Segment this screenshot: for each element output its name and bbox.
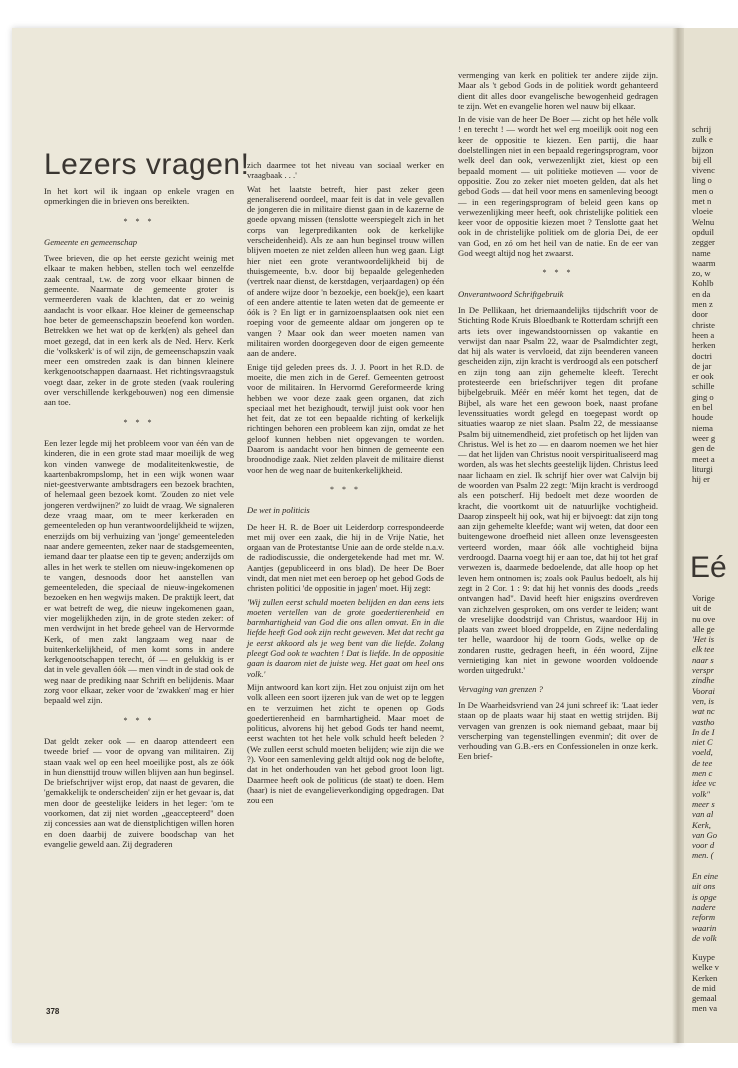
- fragment-line: vastho: [692, 716, 715, 727]
- fragment-line: herken: [692, 340, 716, 351]
- paragraph: Twee brieven, die op het eerste gezicht weinig met elkaar te maken hebben, stellen toch wel eenzelfde zaak centraal, t.w. de zorg voor elkaar binnen de gemeente. Naarmate de gemeente groter is vermeerderen vaak de klachten, dat er zo weinig aandacht is voor elkaar. Hoe kleiner de gemeenschap hoe beter de gemeenschapszin beoefend kon worden. Betrekken we het wat op de kerk(en) als geheel dan moet gezegd, dat in een kerk als de Ned. Herv. Kerk die 'volkskerk' is of wil zijn, de gemeenschapszin vaak meer een omstreden zaak is dan binnen kleinere kerkgenootschappen daarnaast. Het richtingsvraagstuk voegt daar, zeker in de grote steden (vaak roulering over verschillende kerkgebouwen) nog een dimensie aan toe.: [44, 253, 234, 408]
- magazine-page-right: [684, 28, 738, 1043]
- fragment-line: vivenc: [692, 165, 715, 176]
- fragment-line: door: [692, 309, 708, 320]
- fragment-line: meer s: [692, 798, 715, 809]
- fragment-line: met n: [692, 196, 712, 207]
- fragment-line: niet C: [692, 737, 713, 748]
- fragment-line: ging o: [692, 391, 714, 402]
- fragment-line: gemaal: [692, 993, 717, 1004]
- fragment-line: elk tee: [692, 644, 715, 655]
- fragment-line: verspr: [692, 665, 714, 676]
- column-1: [44, 186, 234, 852]
- fragment-line: Kohlb: [692, 278, 714, 289]
- fragment-line: zulk e: [692, 134, 713, 145]
- fragment-line: [692, 861, 738, 871]
- section-divider: * * *: [542, 268, 574, 278]
- paragraph: In De Waarheidsvriend van 24 juni schreef ik: 'Laat ieder staan op de plaats waar hij staat en wettig strijden. Bij vervagen van grenzen is ook niemand gebaat, maar bij verscherping van tegenstellingen evenmin'; dit over de verhouding van G.B.-ers en Confessionelen in onze kerk. Een brief-: [458, 699, 658, 762]
- fragment-line: welke v: [692, 962, 719, 973]
- paragraph: Enige tijd geleden prees ds. J. J. Poort in het R.D. de moeite, die men zich in de Geref. Gemeenten getroost voor de militairen. In Hervormd Gereformeerde kring hebben we voor deze zaak geen organen, dat zich speciaal met het bezighoudt, terwijl juist ook voor hen het feit, dat ze tot een bepaalde richting of kerkelijk richtingen behoren een probleem kan zijn, omdat ze het geloof kunnen hebben niet opgevangen te worden. Daarom is aandacht voor hen binnen de gemeente een broodnodige zaak. Niet zelden plaveit de militaire dienst voor hen de weg naar de buitenkerkelijkheid.: [247, 361, 444, 475]
- fragment-line: voor d: [692, 840, 715, 851]
- intro-paragraph: In het kort wil ik ingaan op enkele vragen en opmerkingen die in brieven ons bereikten.: [44, 186, 234, 207]
- fragment-line: zegger: [692, 237, 715, 248]
- section-heading: Onverantwoord Schriftgebruik: [458, 288, 564, 299]
- paragraph: Wat het laatste betreft, hier past zeker geen generaliserend oordeel, maar feit is dat in vele gevallen de jongeren die in militaire dienst gaan in de kazerne de goede opvang missen (tenslotte weerspiegelt zich in het corps van legerpredikanten ook de kerkelijke verscheidenheid). Als ze aan hun beginsel trouw willen blijven moeten ze niet zelden alleen hun weg gaan. Ligt hier niet een grote verantwoordelijkheid bij de thuisgemeente, b.v. door bij bepaalde gelegenheden (vertrek naar dienst, de kerstdagen, verjaardagen) op één of andere wijze door 'n bezoekje, een boek(je), een kaart of een andere attentie te laten weten dat de gemeente er óók is ? En ligt er in garnizoensplaatsen ook niet een roeping voor de gemeente aldaar om jongeren op te vangen ? Maar ook dan weer moeten namen van militairen worden doorgegeven door de eigen gemeente aan de andere.: [247, 183, 444, 359]
- paragraph: Mijn antwoord kan kort zijn. Het zou onjuist zijn om het volk alleen een soort ijzeren juk van de wet op te leggen en te verzuimen het zicht te openen op Gods goedertierenheid en barmhartigheid. Maar moet de politicus, alvorens hij het gebod Gods ter hand neemt, eerst wachten tot het hele volk schuld heeft beleden ? (We zullen eerst schuld moeten belijden; wie zijn die we ?). Voor een samenleving geldt altijd ook nog de belofte, dat in het onderhouden van het gebod groot loon ligt. Daarmee heeft ook de politicus (de staat) te doen. Hem (haar) is niet de evangelieverkondiging opgedragen. Dat zou een: [247, 681, 444, 806]
- paragraph: De heer H. R. de Boer uit Leiderdorp correspondeerde met mij over een zaak, die hij in de Vrije Natie, het orgaan van de Protestantse Unie aan de orde stelde n.a.v. de radiodiscussie, die ondergetekende had met mr. W. Aantjes (gepubliceerd in ons blad). De heer De Boer vindt, dat men niet met een beroep op het gebod Gods de christen politici 'de oppositie in jagen' moet. Hij zegt:: [247, 521, 444, 594]
- section-heading: De wet in politicis: [247, 505, 310, 516]
- fragment-line: is opge: [692, 891, 717, 902]
- fragment-line: volk": [692, 788, 710, 799]
- page-title: Lezers vragen!: [44, 148, 250, 181]
- fragment-line: nadere: [692, 901, 716, 912]
- fragment-line: de mid: [692, 982, 716, 993]
- fragment-line: de volk: [692, 932, 717, 943]
- section-heading: Vervaging van grenzen ?: [458, 683, 543, 694]
- paragraph: In De Pellikaan, het driemaandelijks tijdschrift voor de Stichting Rode Kruis Bloedbank te Rotterdam schrijft een arts iets over ingewandstoornissen op vakantie en verwijst dan naar Psalm 22, waar de Psalmdichter zegt, dat hij als water is vervloeid, dat zijn beenderen vaneen gescheiden zijn, zijn kracht is verdroogd als een potscherf en zijn tong aan zijn gehemelte kleeft. Terecht protesteerde een briefschrijver tegen dit profane bijbelgebruik. Méér en méér komt het tegen, dat de Bijbel, als ware het een gewoon boek, naast profane levenssituaties wordt gelegd en toegepast wordt op situaties waarop ze niet slaan. Psalm 22, de messiaanse Psalm bij uitnemendheid, ziet profetisch op het lijden van Christus. Wel is het zo — en daarom noemen we het hier — dat het lijden van Christus nooit verspiritualiseerd mag worden, als was het slechts geestelijk lijden. Christus leed naar lichaam en ziel. Ik schrijf hier over wat Calvijn bij de woorden van Psalm 22 zegt: 'Mijn kracht is verdroogd als een potscherf. Hij bedoelt met deze woorden de kracht, die voortkomt uit de natuurlijke vochtigheid. Daarop zinspeelt hij ook, wat hij er bijvoegt: dat zijn tong aan zijn gehemelte kleefde; want wij weten, dat door een buitengewone droefheid niet alleen onze levensgeesten verteerd worden, maar óók alle vochtigheid bijna verdroogd. Daarna voegt hij er aan toe, dat hij tot het graf verwezen is, daarmede bedoelende, dat alle hoop op het leven hem ontnomen is; zoals ook Paulus bedoelt, als hij zegt in 2 Cor. 1 : 9: dat hij het vonnis des doods „reeds ontvangen had". David heeft hier enigszins overdreven van zichzelven gesproken, om ons verder te leiden; want de vreselijke doodstrijd van Christus, waardoor Hij in plaats van zweet bloed droppelde, en Zijne nederdaling ter helle, waardoor hij de toorn Gods, welke op de zondaren rustte, gedragen heeft, in één woord, Zijne vernietiging kan niet in gewone woorden voldoende worden uitgedrukt.': [458, 304, 658, 676]
- fragment-line: waarin: [692, 922, 717, 933]
- fragment-line: uit ons: [692, 881, 716, 892]
- paragraph: vermenging van kerk en politiek ter andere zijde zijn. Maar als 't gebod Gods in de politiek wordt gehanteerd dient dit alles door evangelische bewogenheid gedragen te zijn. Wet en evangelie horen wel nauw bij elkaar.: [458, 70, 658, 111]
- fragment-line: ling o: [692, 175, 712, 186]
- fragment-line: er ook: [692, 371, 714, 382]
- fragment-line: alle ge: [692, 623, 715, 634]
- column-3: [458, 70, 658, 765]
- section-divider: * * *: [123, 216, 155, 226]
- fragment-line: Voorai: [692, 685, 715, 696]
- section-heading: Gemeente en gemeenschap: [44, 236, 138, 247]
- fragment-line: bij ell: [692, 154, 712, 165]
- fragment-line: liturgi: [692, 463, 713, 474]
- fragment-line: nu ove: [692, 613, 716, 624]
- fragment-line: men va: [692, 1003, 718, 1014]
- fragment-line: bijzon: [692, 144, 714, 155]
- fragment-line: men. (: [692, 850, 714, 861]
- fragment-line: In de I: [692, 726, 715, 737]
- fragment-line: En eine: [692, 871, 719, 882]
- fragment-line: ven, is: [692, 695, 714, 706]
- fragment-line: en da: [692, 288, 711, 299]
- fragment-line: reform: [692, 912, 716, 923]
- fragment-line: 'Het is: [692, 634, 715, 645]
- right-page-top-fragment: [692, 124, 738, 484]
- paragraph: zich daarmee tot het niveau van sociaal werker en vraagbaak . . .': [247, 160, 444, 181]
- fragment-line: name: [692, 247, 711, 258]
- fragment-line: van Go: [692, 829, 718, 840]
- section-divider: * * *: [330, 484, 361, 494]
- right-page-headline: Eé: [690, 551, 727, 584]
- fragment-line: men o: [692, 185, 714, 196]
- fragment-line: Kerk,: [692, 819, 711, 830]
- section-divider: * * *: [123, 715, 155, 725]
- fragment-line: voeld,: [692, 747, 713, 758]
- fragment-line: zo, w: [692, 268, 711, 279]
- fragment-line: christe: [692, 319, 715, 330]
- fragment-line: zindhe: [692, 675, 715, 686]
- fragment-line: de tee: [692, 757, 713, 768]
- right-page-bottom-fragment: [692, 952, 738, 1014]
- fragment-line: wat nc: [692, 706, 715, 717]
- fragment-line: Kerken: [692, 972, 718, 983]
- fragment-line: niema: [692, 422, 713, 433]
- fragment-line: hij er: [692, 474, 710, 485]
- fragment-line: de jar: [692, 360, 712, 371]
- fragment-line: men c: [692, 768, 713, 779]
- fragment-line: houde: [692, 412, 714, 423]
- page-gutter: [672, 28, 684, 1043]
- fragment-line: weer g: [692, 432, 716, 443]
- fragment-line: vloeie: [692, 206, 713, 217]
- fragment-line: en bel: [692, 402, 713, 413]
- paragraph: Dat geldt zeker ook — en daarop attendeert een tweede brief — voor de opvang van militairen. Zij staan vaak wel op een heel moeilijke post, als ze óók in hun diensttijd trouw willen blijven aan hun beginsel. De briefschrijver wijst erop, dat naast de gevaren, die 'gemakkelijk te onderscheiden' zijn er het gevaar is, dat men door de geestelijke leiders in het leger: 'om te voorkomen, dat zij niet worden „geaccepteerd" doen zij concessies aan wat de dienstplichtigen willen horen en doen daarbij de zuivere boodschap van het evangelie geweld aan. Zij degraderen: [44, 735, 234, 849]
- fragment-line: Welnu: [692, 216, 715, 227]
- fragment-line: heen a: [692, 329, 715, 340]
- paragraph: In de visie van de heer De Boer — zicht op het héle volk ! en terecht ! — wordt het wel erg moeilijk ooit nog een keer de oppositie te kiezen. Een partij, die haar doelstellingen niet in een bepaald regeringsprogram, voor welk deel dan ook, verwezenlijkt ziet, kiest op een bepaald moment — uit politieke motieven — voor de oppositie. Zou zo zeker niet moeten gelden, dat als het gebod Gods — dat heil voor mens en samenleving beoogt — in een regeringsprogram of beleid geen kans op verwezenlijking meer heeft, ook christelijke politiek een keer voor de oppositie kiezen moet ? Tenslotte gaat het ook in de christelijke politiek om de gloria Dei, de eer van God, en zó om het heil van de natie. En de eer van God weegt altijd nog het zwaarst.: [458, 114, 658, 259]
- fragment-line: schille: [692, 381, 715, 392]
- paragraph: Een lezer legde mij het probleem voor van één van de kinderen, die in een grote stad maar moeilijk de weg kon vinden vanwege de modaliteitenkwestie, de kaartenbakrompslomp, het in een wijk wonen waar niet-geestverwante ambtsdragers een bezoek brachten, of helemaal geen bezoek komt. 'Zouden zo niet vele jongeren verdwijnen?' zo luidt de vraag. We signaleren deze vraag maar, om te meer kerkeraden en gemeenteleden op hun verantwoordelijkheid te wijzen, enerzijds om bij verhuizing van 'jonge' gemeenteleden naar andere gemeenten, zeker naar de stadsgemeenten, iemand daar ter plaatse een tip te geven; anderzijds om alles in het werk te stellen om nieuw-ingekomenen op te vangen, desnoods door het aanstellen van gemeenteleden, die speciaal de nieuw-ingekomenen bezoeken en hen wegwijs maken. De praktijk leert, dat er wat betreft de weg, die nieuw ingekomenen gaan, vier mogelijkheden zijn, in de grote steden zeker: of men verdwijnt in het brede geheel van de Hervormde Kerk, of men zakt langzaam weg naar de buitenkerkelijkheid, of men komt soms in andere kerkgenootschappen terecht, óf — en gelukkig is er dat in vele gevallen óók — men vindt in de stad ook de weg naar de prediking naar Schrift en belijdenis. Maar zorg voor elkaar, zeker voor de 'zwakken' mag er hier bepaald wel zijn.: [44, 437, 234, 706]
- fragment-line: meet a: [692, 453, 715, 464]
- column-2: [247, 160, 444, 809]
- fragment-line: Kuype: [692, 952, 715, 962]
- fragment-line: waarm: [692, 257, 716, 268]
- quote-paragraph: 'Wij zullen eerst schuld moeten belijden en dan eens iets moeten vertellen van de grote goedertierenheid en barmhartigheid van God die ons allen omvat. En in die liefde heeft God ook zijn recht geweven. Met dat recht ga je eerst akkoord als je weg bent van die liefde. Zolang pleegt God ook te wachten ! Dat is liefde. In de oppositie gaan is daarom niet de juiste weg. Het gaat om heel ons volk.': [247, 596, 444, 679]
- fragment-line: Vorige: [692, 593, 715, 603]
- right-page-mid-fragment: [692, 593, 738, 943]
- fragment-line: doctri: [692, 350, 713, 361]
- fragment-line: opduil: [692, 226, 714, 237]
- section-divider: * * *: [123, 417, 155, 427]
- fragment-line: men z: [692, 299, 713, 310]
- page-number: 378: [46, 1007, 60, 1016]
- fragment-line: naar s: [692, 654, 714, 665]
- fragment-line: van al: [692, 809, 714, 820]
- fragment-line: gen de: [692, 443, 715, 454]
- fragment-line: idee vc: [692, 778, 717, 789]
- fragment-line: schrij: [692, 124, 712, 134]
- fragment-line: uit de: [692, 603, 712, 614]
